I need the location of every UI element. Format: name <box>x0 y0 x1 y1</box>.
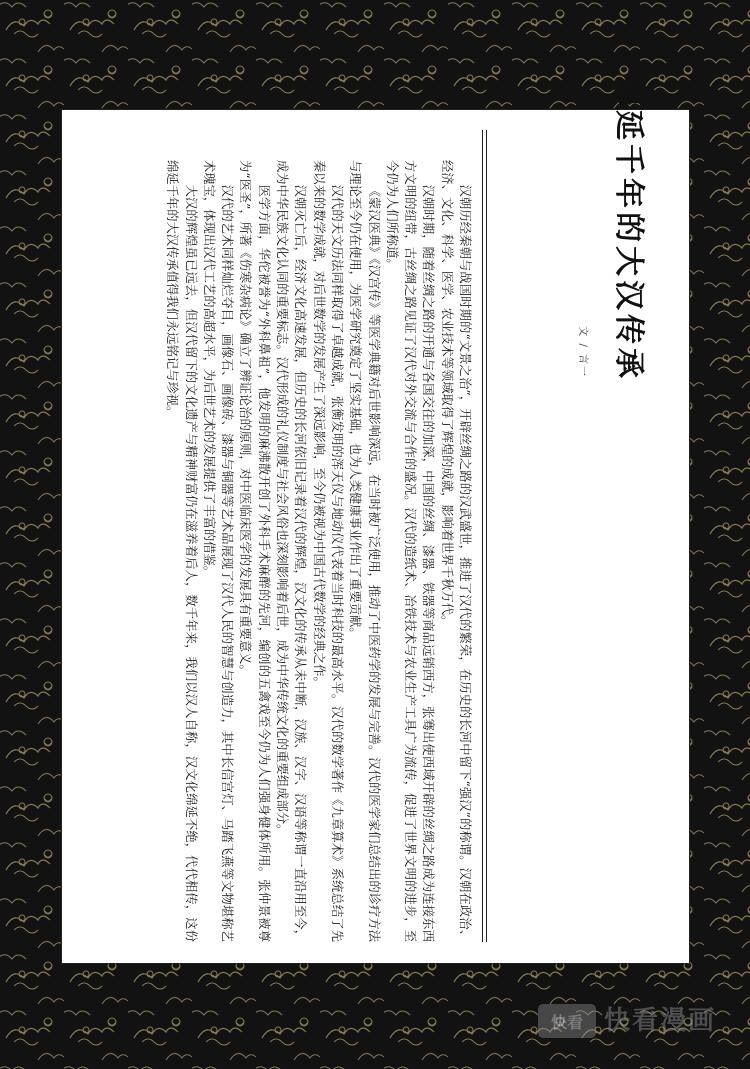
paragraph: 汉朝灭亡后，经济文化高速发展，但历史的长河依旧记录着汉代的辉煌，汉文化的传承从未中断，汉族、汉字、汉语等称谓一直沿用至今，成为中华民族文化认同的重要标志。汉代形成的礼仪制度与社会风俗也深刻影响着后世，成为中华传统文化的重要组成部分。 <box>275 160 308 942</box>
article-page <box>62 76 689 963</box>
paragraph: 汉朝时期，随着丝绸之路的开通与各国交往的加深，中国的丝绸、漆器、铁器等商品远销西方，张骞出使西域开辟的丝绸之路成为连接东西方文明的纽带，古丝绸之路见证了汉代对外交流与合作的盛况。汉代的造纸术、冶铁技术与农业生产工具广为流传，促进了世界文明的进步，至今仍为人们所称道。 <box>384 160 436 942</box>
paragraph: 汉代的艺术同样灿烂夺目，画像石、画像砖、漆器与铜器等艺术品展现了汉代人民的智慧与创造力，其中长信宫灯、马踏飞燕等文物堪称艺术瑰宝，体现出汉代工艺的高超水平，为后世艺术的发展提供了丰富的借鉴。 <box>201 160 235 942</box>
divider-line <box>486 130 487 942</box>
paragraph: 汉代的天文历法同样取得了卓越成就，张衡发明的浑天仪与地动仪代表着当时科技的最高水平。汉代的数学著作《九章算术》系统总结了先秦以来的数学成就，对后世数学的发展产生了深远影响，至今仍被视为中国古代数学的经典之作。 <box>311 160 344 942</box>
paragraph: 大汉的辉煌虽已远去，但汉代留下的文化遗产与精神财富仍在滋养着后人，数千年来，我们以汉人自称，汉文化绵延不绝，代代相传，这份绵延千年的大汉传承值得我们永远铭记与珍视。 <box>165 160 198 942</box>
paragraph: 医学方面，华佗被誉为“外科鼻祖”，他发明的麻沸散开创了外科手术麻醉的先河，编创的五禽戏至今仍为人们强身健体所用。张仲景被尊为“医圣”，所著《伤寒杂病论》确立了辨证论治的原则，对中医临床医学的发展具有重要意义。 <box>238 160 271 942</box>
paragraph: 汉朝历经秦朝与战国时期的“文景之治”，开辟丝绸之路的汉武盛世，推进了汉代的繁荣，在历史的长河中留下“强汉”的称谓。汉朝在政治、经济、文化、科学、医学、农业技术等领域取得了辉煌的成就，影响着世界千秋万代。 <box>439 160 472 942</box>
watermark-text-logo: 快看漫画 <box>604 1006 717 1036</box>
watermark-logo-icon: 快看 <box>538 1004 596 1038</box>
kuaikan-watermark <box>538 1000 728 1042</box>
paragraph: 《蒙汉医典》《汉宫传》等医学典籍对后世影响深远，在当时被广泛使用，推动了中医药学的发展与完善。汉代的医学家们总结出的诊疗方法与理论至今仍在使用，为医学研究奠定了坚实基础，也为人类健康事业作出了重要贡献。 <box>348 160 381 942</box>
article-body <box>72 160 474 942</box>
divider-line <box>482 130 483 942</box>
title-block <box>524 76 654 382</box>
article-byline: 文 / 言一 <box>577 326 588 378</box>
rotated-content <box>72 76 668 942</box>
article-title: 绵延千年的大汉传承 <box>611 76 646 382</box>
